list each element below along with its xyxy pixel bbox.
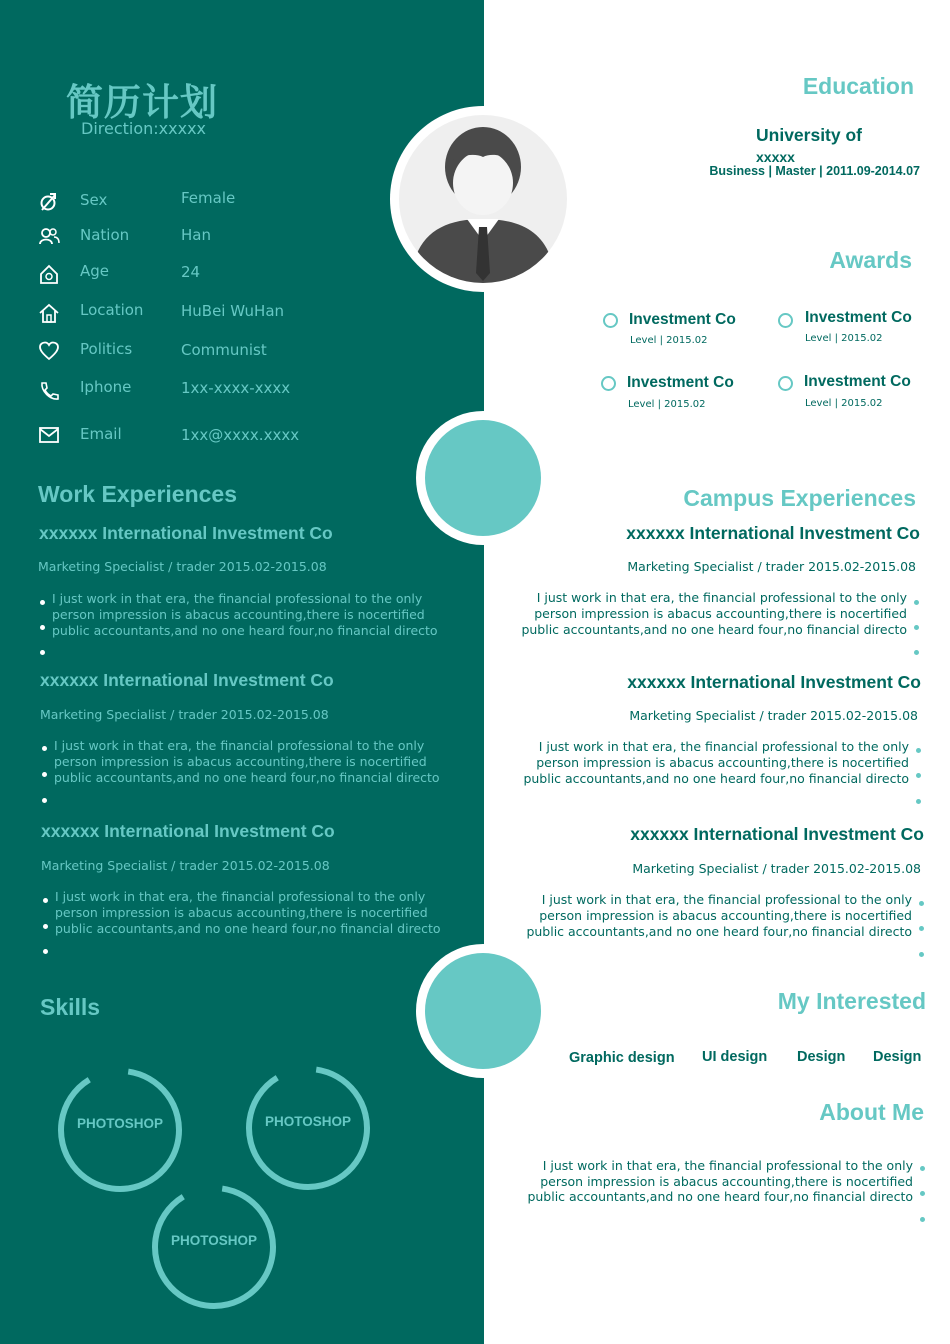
campus-job-desc-line: I just work in that era, the financial professional to the only: [541, 892, 912, 907]
info-label-location: Location: [80, 301, 144, 319]
interest-item: UI design: [702, 1049, 768, 1065]
school-name-line2: xxxxx: [756, 149, 795, 165]
bullet: [920, 1217, 925, 1222]
direction: Direction:xxxxx: [81, 119, 207, 138]
bullet: [43, 949, 48, 954]
bullet: [40, 650, 45, 655]
bullet: [40, 600, 45, 605]
info-label-nation: Nation: [80, 226, 130, 244]
work-job-desc-line: person impression is abacus accounting,there is nocertified: [54, 754, 427, 769]
work-job-desc-line: person impression is abacus accounting,there is nocertified: [55, 905, 428, 920]
interest-item: Design: [797, 1049, 846, 1065]
resume-name: 简历计划: [66, 81, 218, 124]
skill-label: PHOTOSHOP: [76, 1116, 164, 1131]
bullet: [919, 926, 924, 931]
campus-job-desc-line: I just work in that era, the financial professional to the only: [536, 590, 907, 605]
award-title: Investment Co: [629, 311, 736, 328]
work-job-role: Marketing Specialist / trader 2015.02-2015.08: [41, 858, 330, 873]
work-job-company: xxxxxx International Investment Co: [39, 523, 333, 543]
interest-item: Graphic design: [569, 1050, 675, 1066]
education-detail: Business | Master | 2011.09-2014.07: [709, 164, 920, 178]
skills-section-title: Skills: [40, 994, 101, 1020]
skill-ring: [244, 1064, 372, 1192]
bullet: [919, 952, 924, 957]
campus-job-desc-line: public accountants,and no one heard four,no financial directo: [521, 622, 907, 637]
campus-job-desc-line: person impression is abacus accounting,there is nocertified: [539, 908, 912, 923]
bullet: [916, 748, 921, 753]
skill-label: PHOTOSHOP: [170, 1233, 258, 1248]
bullet: [919, 901, 924, 906]
skill-ring: [56, 1066, 184, 1194]
info-value-iphone: 1xx-xxxx-xxxx: [181, 379, 291, 397]
profile-photo: [390, 106, 576, 292]
skill-ring: [150, 1183, 278, 1311]
skill-label: PHOTOSHOP: [264, 1114, 352, 1129]
campus-job-desc-line: public accountants,and no one heard four,no financial directo: [526, 924, 912, 939]
info-label-politics: Politics: [80, 340, 133, 358]
campus-job-company: xxxxxx International Investment Co: [630, 824, 924, 844]
education-section-title: Education: [802, 73, 914, 99]
bullet: [914, 625, 919, 630]
bullet: [914, 650, 919, 655]
award-circle-icon: [778, 376, 793, 391]
award-title: Investment Co: [627, 374, 734, 391]
school-name: University of: [756, 125, 862, 145]
info-value-nation: Han: [181, 226, 211, 244]
work-job-role: Marketing Specialist / trader 2015.02-2015.08: [40, 707, 329, 722]
info-value-sex: Female: [181, 189, 236, 207]
info-label-age: Age: [80, 262, 110, 280]
info-value-email: 1xx@xxxx.xxxx: [181, 426, 300, 444]
award-circle-icon: [603, 313, 618, 328]
bullet: [42, 746, 47, 751]
info-label-sex: Sex: [80, 191, 108, 209]
gender-icon: [38, 191, 60, 213]
info-label-email: Email: [80, 425, 122, 443]
decorative-circle-fill: [425, 420, 541, 536]
bullet: [914, 600, 919, 605]
award-title: Investment Co: [805, 309, 912, 326]
info-value-politics: Communist: [181, 341, 267, 359]
work-job-desc-line: public accountants,and no one heard four,no financial directo: [54, 770, 440, 785]
avatar: [399, 115, 567, 283]
work-job-role: Marketing Specialist / trader 2015.02-2015.08: [38, 559, 327, 574]
decorative-circle: [416, 411, 550, 545]
award-sub: Level | 2015.02: [628, 399, 706, 410]
work-job-desc-line: I just work in that era, the financial professional to the only: [55, 889, 426, 904]
award-sub: Level | 2015.02: [805, 398, 883, 409]
decorative-circle-fill: [425, 953, 541, 1069]
work-job-company: xxxxxx International Investment Co: [41, 821, 335, 841]
people-icon: [38, 225, 60, 247]
campus-job-desc-line: person impression is abacus accounting,there is nocertified: [536, 755, 909, 770]
campus-job-desc-line: public accountants,and no one heard four,no financial directo: [523, 771, 909, 786]
work-job-desc-line: public accountants,and no one heard four,no financial directo: [52, 623, 438, 638]
campus-job-role: Marketing Specialist / trader 2015.02-2015.08: [627, 559, 916, 574]
about-desc-line: public accountants,and no one heard four,no financial directo: [527, 1189, 913, 1204]
about-section-title: About Me: [819, 1099, 924, 1125]
award-title: Investment Co: [804, 373, 911, 390]
info-label-iphone: Iphone: [80, 378, 132, 396]
person-icon: [399, 115, 567, 283]
work-job-desc-line: public accountants,and no one heard four,no financial directo: [55, 921, 441, 936]
interest-item: Design: [873, 1049, 922, 1065]
bullet: [42, 798, 47, 803]
bullet: [43, 924, 48, 929]
work-job-desc-line: person impression is abacus accounting,there is nocertified: [52, 607, 425, 622]
work-section-title: Work Experiences: [38, 481, 238, 507]
about-desc-line: person impression is abacus accounting,there is nocertified: [540, 1174, 913, 1189]
campus-job-company: xxxxxx International Investment Co: [627, 672, 921, 692]
decorative-circle: [416, 944, 550, 1078]
age-icon: [38, 263, 60, 285]
bullet: [920, 1191, 925, 1196]
work-job-desc-line: I just work in that era, the financial professional to the only: [54, 738, 425, 753]
campus-job-desc-line: I just work in that era, the financial professional to the only: [538, 739, 909, 754]
awards-section-title: Awards: [829, 247, 912, 273]
phone-icon: [38, 380, 60, 402]
home-icon: [38, 302, 60, 324]
bullet: [42, 772, 47, 777]
bullet: [43, 898, 48, 903]
campus-job-role: Marketing Specialist / trader 2015.02-2015.08: [629, 708, 918, 723]
info-value-age: 24: [181, 263, 201, 281]
bullet: [916, 773, 921, 778]
award-circle-icon: [601, 376, 616, 391]
info-value-location: HuBei WuHan: [181, 302, 285, 320]
interests-section-title: My Interested: [777, 988, 926, 1014]
work-job-desc-line: I just work in that era, the financial professional to the only: [52, 591, 423, 606]
campus-job-desc-line: person impression is abacus accounting,there is nocertified: [534, 606, 907, 621]
bullet: [920, 1166, 925, 1171]
award-circle-icon: [778, 313, 793, 328]
work-job-company: xxxxxx International Investment Co: [40, 670, 334, 690]
campus-section-title: Campus Experiences: [683, 485, 916, 511]
award-sub: Level | 2015.02: [805, 333, 883, 344]
award-sub: Level | 2015.02: [630, 335, 708, 346]
bullet: [40, 625, 45, 630]
bullet: [916, 799, 921, 804]
heart-icon: [38, 340, 60, 362]
mail-icon: [38, 424, 60, 446]
about-desc-line: I just work in that era, the financial professional to the only: [542, 1158, 913, 1173]
campus-job-company: xxxxxx International Investment Co: [626, 523, 920, 543]
campus-job-role: Marketing Specialist / trader 2015.02-2015.08: [632, 861, 921, 876]
